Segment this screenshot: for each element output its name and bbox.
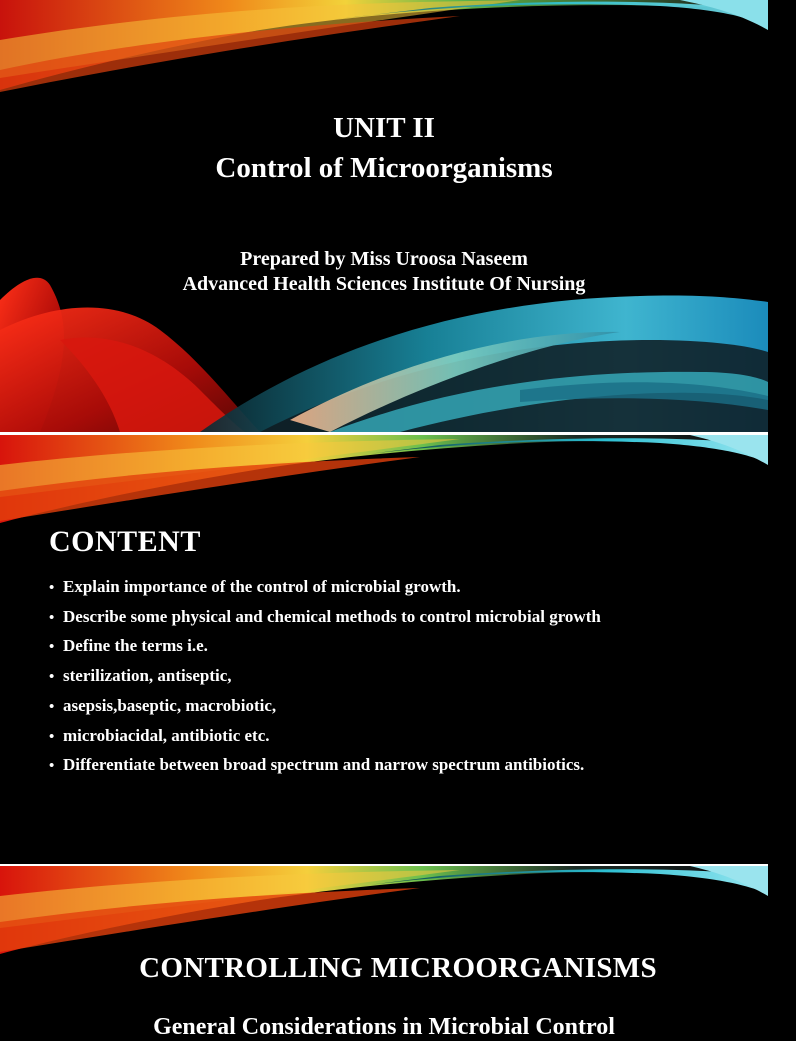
list-item: • sterilization, antiseptic, bbox=[49, 662, 739, 692]
list-item: • Define the terms i.e. bbox=[49, 632, 739, 662]
bullet-icon: • bbox=[49, 639, 55, 656]
title-slide[interactable] bbox=[0, 0, 768, 432]
wave-decoration bbox=[0, 0, 768, 432]
unit-title: UNIT II bbox=[333, 112, 435, 144]
bullet-icon: • bbox=[49, 698, 55, 715]
content-slide[interactable] bbox=[0, 435, 768, 864]
institute-line: Advanced Health Sciences Institute Of Nursing bbox=[182, 273, 586, 295]
list-item: • asepsis,baseptic, macrobiotic, bbox=[49, 692, 739, 722]
list-item: • Explain importance of the control of microbial growth. bbox=[49, 573, 739, 603]
bullet-icon: • bbox=[49, 609, 55, 626]
section-slide[interactable] bbox=[0, 866, 768, 1040]
bullet-icon: • bbox=[49, 758, 55, 775]
bullet-icon: • bbox=[49, 728, 55, 745]
list-item: • Differentiate between broad spectrum and narrow spectrum antibiotics. bbox=[49, 751, 739, 781]
content-heading: CONTENT bbox=[49, 525, 201, 558]
content-bullet-list bbox=[49, 573, 739, 781]
bullet-icon: • bbox=[49, 669, 55, 686]
list-item: • Describe some physical and chemical methods to control microbial growth bbox=[49, 603, 739, 633]
section-heading: CONTROLLING MICROORGANISMS bbox=[139, 952, 657, 984]
slide-title: Control of Microorganisms bbox=[215, 152, 553, 184]
section-subheading: General Considerations in Microbial Control bbox=[153, 1014, 615, 1040]
bullet-icon: • bbox=[49, 580, 55, 596]
list-item: • microbiacidal, antibiotic etc. bbox=[49, 722, 739, 752]
wave-decoration bbox=[0, 866, 768, 966]
author-line: Prepared by Miss Uroosa Naseem bbox=[240, 248, 528, 270]
